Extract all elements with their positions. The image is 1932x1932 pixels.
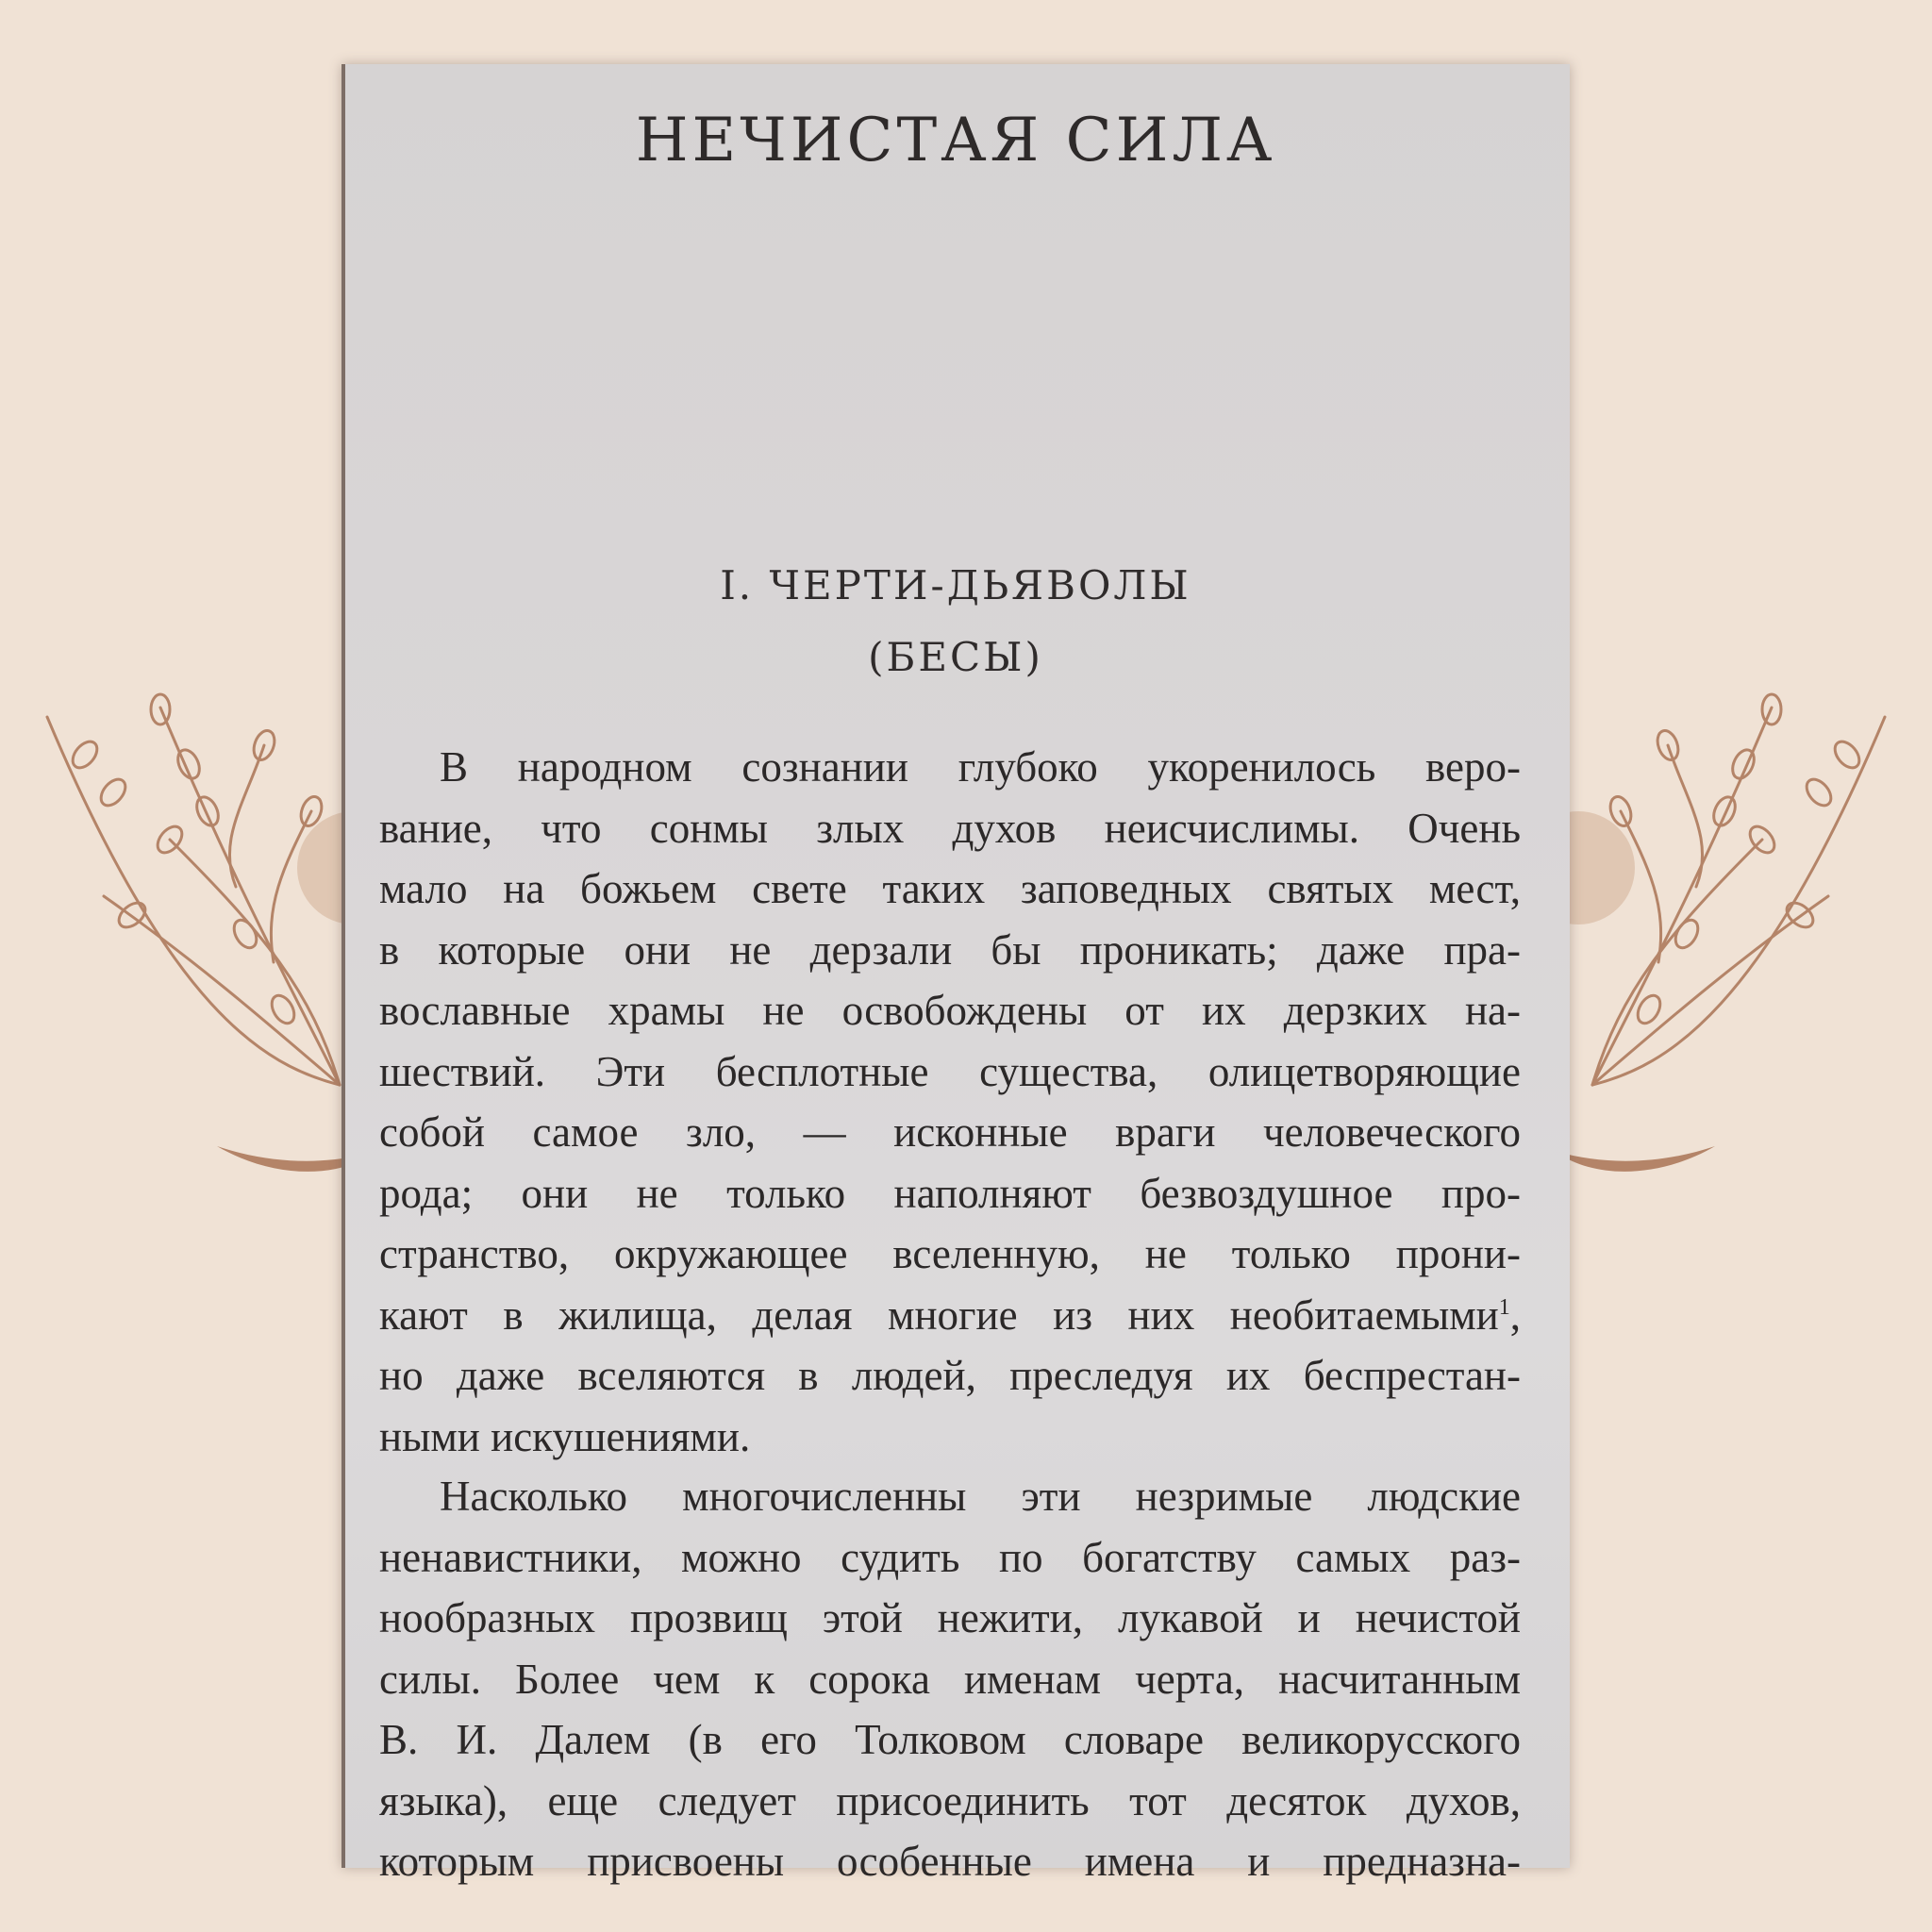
text-line: вание, что сонмы злых духов неисчислимы. Очень	[379, 804, 1521, 852]
text-line-with-footnote	[379, 1285, 1521, 1346]
footnote-mark[interactable]: 1	[1498, 1294, 1510, 1320]
paragraph-1	[379, 737, 1521, 1467]
text-line: которым присвоены особенные имена и предназна-	[379, 1838, 1521, 1885]
text-line: ненавистники, можно судить по богатству самых раз-	[379, 1533, 1521, 1581]
text-line: нообразных прозвищ этой нежити, лукавой и нечистой	[379, 1594, 1521, 1641]
text-line: силы. Более чем к сорока именам черта, насчитанным	[379, 1655, 1521, 1703]
text-line: Насколько многочисленны эти незримые людские	[440, 1473, 1521, 1520]
paragraph-2	[379, 1466, 1521, 1892]
text-line: мало на божьем свете таких заповедных святых мест,	[379, 865, 1521, 912]
text-line: собой самое зло, — исконные враги человеческого	[379, 1108, 1521, 1156]
text-line: кают в жилища, делая многие из них необитаемыми	[379, 1291, 1499, 1339]
text-line: шествий. Эти бесплотные существа, олицетворяющие	[379, 1047, 1521, 1095]
chapter-heading: I. ЧЕРТИ-ДЬЯВОЛЫ	[720, 562, 1191, 608]
text-line: ными искушениями.	[379, 1412, 751, 1460]
text-line: В. И. Далем (в его Толковом словаре великорусского	[379, 1716, 1521, 1763]
page-title: НЕЧИСТАЯ СИЛА	[635, 106, 1276, 175]
book-page	[341, 64, 1570, 1885]
footnote-punctuation: ,	[1509, 1291, 1521, 1339]
text-line: в которые они не дерзали бы проникать; даже пра-	[379, 925, 1521, 974]
text-line: вославные храмы не освобождены от их дерзких на-	[379, 987, 1521, 1034]
text-line: но даже вселяются в людей, преследуя их беспрестан-	[379, 1352, 1521, 1399]
text-line: рода; они не только наполняют безвоздушное про-	[379, 1169, 1521, 1217]
text-line: языка), еще следует присоединить тот десяток духов,	[379, 1776, 1521, 1824]
text-line: странство, окружающее вселенную, не только прони-	[379, 1230, 1521, 1277]
chapter-subheading: (БЕСЫ)	[868, 634, 1043, 680]
text-line: В народном сознании глубоко укоренилось веро-	[440, 743, 1521, 791]
